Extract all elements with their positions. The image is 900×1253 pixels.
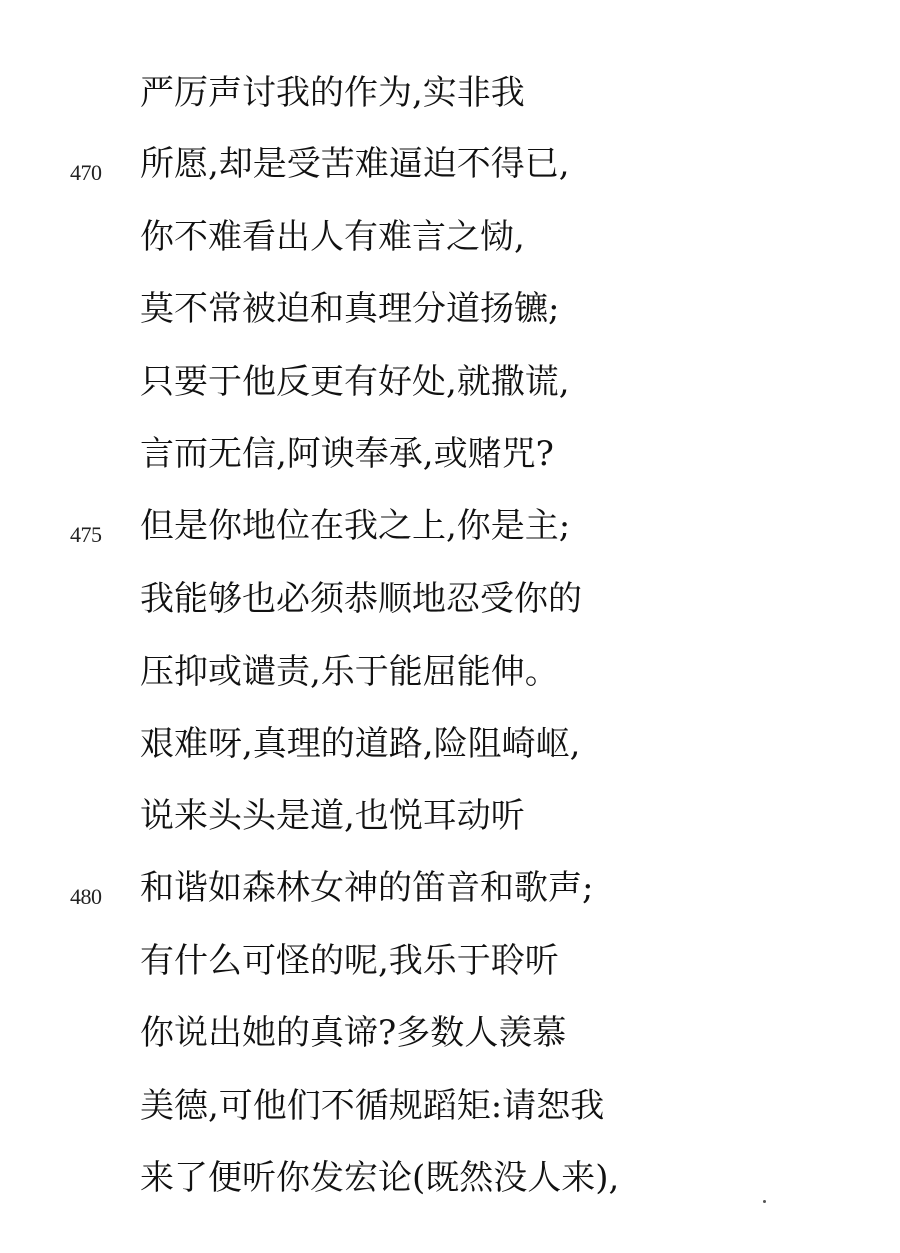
scan-speck bbox=[763, 1200, 766, 1203]
line-text: 你说出她的真谛?多数人羡慕 bbox=[140, 1013, 567, 1053]
line-text: 说来头头是道,也悦耳动听 bbox=[140, 796, 525, 836]
line-text: 言而无信,阿谀奉承,或赌咒? bbox=[140, 434, 554, 474]
line-text: 莫不常被迫和真理分道扬镳; bbox=[140, 289, 560, 329]
poem-line bbox=[0, 1086, 900, 1158]
poem-line bbox=[0, 144, 900, 216]
line-text: 来了便听你发宏论(既然没人来), bbox=[140, 1158, 620, 1198]
poem-line bbox=[0, 868, 900, 940]
poem-line bbox=[0, 289, 900, 361]
poem-line bbox=[0, 579, 900, 651]
poem-line bbox=[0, 434, 900, 506]
poem-line bbox=[0, 652, 900, 724]
poem-line bbox=[0, 217, 900, 289]
line-number: 480 bbox=[70, 884, 102, 909]
line-number: 475 bbox=[70, 522, 102, 547]
poem-line bbox=[0, 724, 900, 796]
poem-line bbox=[0, 362, 900, 434]
line-text: 你不难看出人有难言之恸, bbox=[140, 217, 525, 257]
line-text: 美德,可他们不循规蹈矩:请恕我 bbox=[140, 1086, 605, 1126]
line-text: 但是你地位在我之上,你是主; bbox=[140, 506, 571, 546]
line-text: 压抑或谴责,乐于能屈能伸。 bbox=[140, 652, 559, 692]
line-text: 有什么可怪的呢,我乐于聆听 bbox=[140, 941, 559, 981]
poem-line bbox=[0, 506, 900, 578]
line-text: 严厉声讨我的作为,实非我 bbox=[140, 73, 525, 113]
poem-line bbox=[0, 796, 900, 868]
line-text: 我能够也必须恭顺地忍受你的 bbox=[140, 579, 582, 619]
poem-line bbox=[0, 1013, 900, 1085]
line-text: 只要于他反更有好处,就撒谎, bbox=[140, 362, 570, 402]
poem-line bbox=[0, 73, 900, 145]
line-text: 艰难呀,真理的道路,险阻崎岖, bbox=[140, 724, 581, 764]
line-number: 470 bbox=[70, 160, 102, 185]
poem-line bbox=[0, 941, 900, 1013]
line-text: 和谐如森林女神的笛音和歌声; bbox=[140, 868, 594, 908]
line-text: 所愿,却是受苦难逼迫不得已, bbox=[140, 144, 570, 184]
poem-line bbox=[0, 1158, 900, 1230]
